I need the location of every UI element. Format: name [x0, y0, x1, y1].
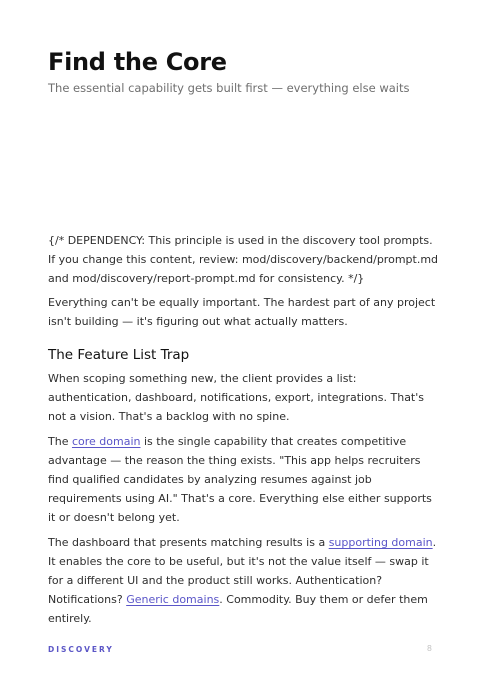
dependency-note: {/* DEPENDENCY: This principle is used in the discovery tool prompts. If you change this content, review: mod/discovery/backend/prompt.md and mod/discovery/report-prompt.md for consistency. */} — [48, 234, 439, 285]
intro-paragraph: Everything can't be equally important. The hardest part of any project isn't building — it's figuring out what actually matters. — [48, 296, 436, 328]
supporting-domain-link[interactable]: supporting domain — [328, 536, 433, 549]
feature-list-paragraph: When scoping something new, the client provides a list: authentication, dashboard, notifications, export, integrations. That's not a vision. That's a backlog with no spine. — [48, 372, 424, 423]
page-number: 8 — [426, 644, 432, 653]
text-segment: . It enables the core to be useful, but it's not the value itself — swap it for a different UI and the product still works. Authentication? Notifications? — [48, 536, 437, 606]
page-title: Find the Core — [48, 48, 227, 76]
page-subtitle: The essential capability gets built first — everything else waits — [48, 81, 410, 95]
core-domain-paragraph — [48, 432, 440, 527]
text-segment: . Commodity. Buy them or defer them entirely. — [48, 593, 428, 625]
section-heading: The Feature List Trap — [48, 347, 190, 363]
text-segment: The — [48, 435, 72, 448]
text-segment: The dashboard that presents matching results is a — [48, 536, 329, 549]
text-segment: is the single capability that creates competitive advantage — the reason the thing exists. "This app helps recruiters find qualified candidates by analyzing resumes against job requirements using AI." That's a core. Everything else either supports it or doesn't belong yet. — [48, 435, 432, 524]
core-domain-link[interactable]: core domain — [71, 435, 141, 448]
generic-domains-link[interactable]: Generic domains — [126, 593, 220, 606]
footer-section-label: DISCOVERY — [48, 645, 114, 654]
supporting-domain-paragraph — [48, 533, 440, 628]
